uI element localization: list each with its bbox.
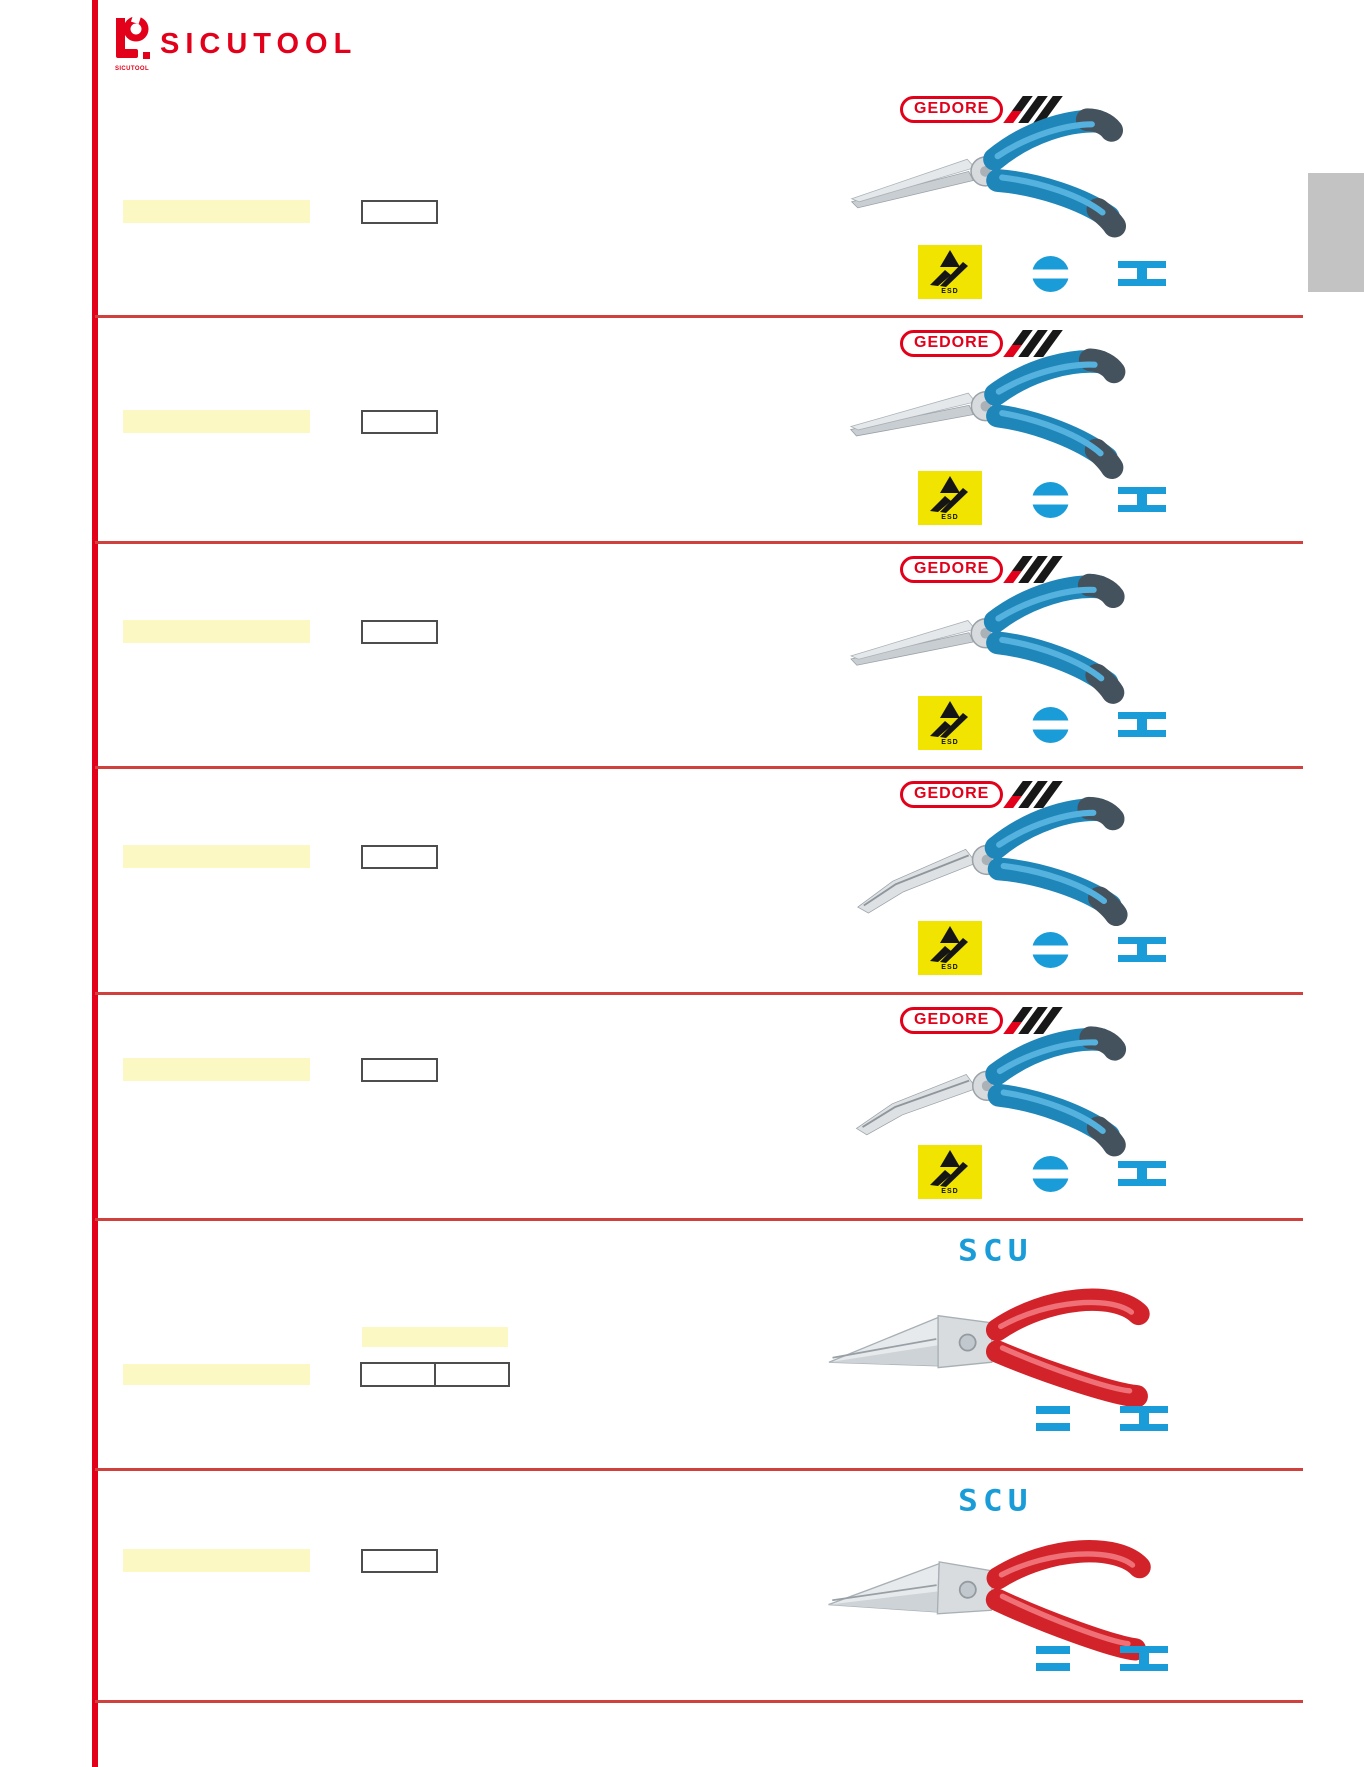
esd-label: ESD xyxy=(941,964,959,971)
product-code-highlight xyxy=(123,1364,310,1385)
price-cell xyxy=(436,1364,508,1385)
bent-nose-pliers-image xyxy=(805,790,1175,942)
gedore-logo-label: GEDORE xyxy=(900,330,1003,357)
esd-warning-icon xyxy=(918,921,982,975)
product-code-highlight xyxy=(123,410,310,433)
equals-icon xyxy=(1036,1646,1070,1671)
product-code-highlight xyxy=(123,1549,310,1572)
row-divider xyxy=(95,1700,1303,1703)
needle-nose-pliers-image xyxy=(805,103,1175,255)
h-beam-icon xyxy=(1120,1406,1168,1431)
esd-warning-icon xyxy=(918,471,982,525)
price-box xyxy=(361,845,438,869)
slotted-screw-icon xyxy=(1032,1156,1069,1192)
gedore-logo-label: GEDORE xyxy=(900,1007,1003,1034)
price-box xyxy=(361,1549,438,1573)
h-beam-icon xyxy=(1120,1646,1168,1671)
esd-label: ESD xyxy=(941,1188,959,1195)
esd-label: ESD xyxy=(941,514,959,521)
h-beam-icon xyxy=(1118,261,1166,286)
slotted-screw-icon xyxy=(1032,482,1069,518)
row-divider xyxy=(95,1468,1303,1471)
equals-icon xyxy=(1036,1406,1070,1431)
slotted-screw-icon xyxy=(1032,256,1069,292)
bent-nose-pliers-image xyxy=(802,1010,1177,1175)
product-code-highlight xyxy=(123,1058,310,1081)
gedore-logo-label: GEDORE xyxy=(900,556,1003,583)
row-divider xyxy=(95,766,1303,769)
h-beam-icon xyxy=(1118,712,1166,737)
price-box xyxy=(361,620,438,644)
price-box-double xyxy=(360,1362,510,1387)
esd-warning-icon xyxy=(918,1145,982,1199)
gedore-logo-label: GEDORE xyxy=(900,96,1003,123)
row-divider xyxy=(95,1218,1303,1221)
price-cell xyxy=(362,1364,436,1385)
slotted-screw-icon xyxy=(1032,932,1069,968)
sicutool-logo xyxy=(112,16,152,72)
price-box xyxy=(361,410,438,434)
esd-warning-icon xyxy=(918,245,982,299)
price-box xyxy=(361,1058,438,1082)
product-code-highlight xyxy=(123,200,310,223)
slotted-screw-icon xyxy=(1032,707,1069,743)
h-beam-icon xyxy=(1118,937,1166,962)
product-code-highlight xyxy=(123,845,310,868)
esd-warning-icon xyxy=(918,696,982,750)
row-divider xyxy=(95,541,1303,544)
sicutool-logo-caption: SICUTOOL xyxy=(114,66,150,72)
scu-logo: SCU xyxy=(958,1483,1033,1518)
h-beam-icon xyxy=(1118,1161,1166,1186)
sicutool-logo-icon xyxy=(112,16,152,64)
round-nose-pliers-image xyxy=(802,559,1177,724)
price-box xyxy=(361,200,438,224)
esd-label: ESD xyxy=(941,288,959,295)
scu-logo: SCU xyxy=(958,1233,1033,1268)
h-beam-icon xyxy=(1118,487,1166,512)
spec-highlight xyxy=(362,1327,508,1347)
left-red-rule xyxy=(92,0,98,1767)
sicutool-wordmark: SICUTOOL xyxy=(160,28,358,60)
long-flat-nose-pliers-image xyxy=(801,328,1178,499)
esd-label: ESD xyxy=(941,739,959,746)
row-divider xyxy=(95,992,1303,995)
gedore-logo-label: GEDORE xyxy=(900,781,1003,808)
product-code-highlight xyxy=(123,620,310,643)
page-edge-tab xyxy=(1308,173,1364,292)
row-divider xyxy=(95,315,1303,318)
